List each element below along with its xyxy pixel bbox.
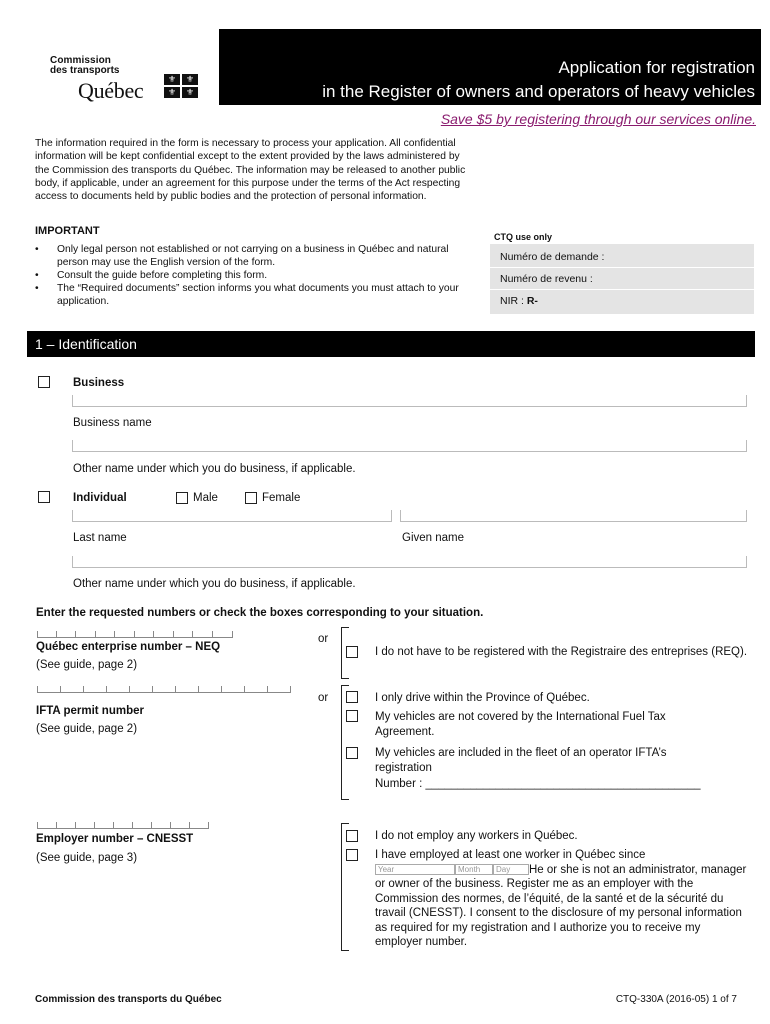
title-bar (219, 29, 761, 105)
business-other-name-label: Other name under which you do business, if applicable. (73, 463, 356, 475)
quebec-only-label: I only drive within the Province of Québec. (375, 692, 590, 704)
has-workers-checkbox[interactable] (346, 849, 358, 861)
date-day-field[interactable]: Day (493, 864, 529, 875)
date-month-field[interactable]: Month (455, 864, 493, 875)
ifta-number-field[interactable] (37, 679, 291, 693)
nir-value: R- (526, 295, 538, 307)
no-req-checkbox[interactable] (346, 646, 358, 658)
footer-form-id-page: CTQ-330A (2016-05) 1 of 7 (615, 994, 737, 1005)
form-title-line-1: Application for registration (558, 58, 755, 77)
list-item: • The “Required documents” section informs you what documents you must attach to your application. (35, 282, 480, 308)
fleet-ifta-checkbox[interactable] (346, 747, 358, 759)
important-heading: IMPORTANT (35, 225, 100, 237)
business-other-name-field[interactable] (72, 440, 747, 452)
nir-row (500, 295, 538, 307)
business-name-field[interactable] (72, 395, 747, 407)
footer-organization: Commission des transports du Québec (35, 994, 222, 1005)
employer-number-field[interactable] (37, 815, 209, 829)
female-label: Female (262, 492, 301, 504)
last-name-field[interactable] (72, 510, 392, 522)
logo-line-1: Commission (50, 55, 112, 66)
section-identification-header: 1 – Identification (27, 331, 755, 357)
numbers-instruction: Enter the requested numbers or check the boxes corresponding to your situation. (36, 607, 484, 619)
ifta-guide: (See guide, page 2) (36, 723, 138, 735)
ctq-use-only-label: CTQ use only (494, 232, 553, 242)
not-covered-ifta-label: My vehicles are not covered by the International Fuel Tax Agreement. (375, 711, 666, 738)
request-number-label: Numéro de demande : (500, 251, 605, 263)
date-year-field[interactable]: Year (375, 864, 455, 875)
ctq-use-only-box (490, 244, 754, 314)
given-name-label: Given name (402, 532, 465, 544)
no-req-label: I do not have to be registered with the Registraire des entreprises (REQ). (375, 646, 748, 658)
quebec-only-checkbox[interactable] (346, 691, 358, 703)
neq-label: Québec enterprise number – NEQ (36, 641, 221, 653)
no-workers-checkbox[interactable] (346, 830, 358, 842)
business-checkbox[interactable] (38, 376, 50, 388)
business-label: Business (73, 377, 125, 389)
logo-wordmark: Québec (78, 78, 144, 103)
individual-checkbox[interactable] (38, 491, 50, 503)
employer-guide: (See guide, page 3) (36, 852, 138, 864)
neq-guide: (See guide, page 2) (36, 659, 138, 671)
list-item: • Consult the guide before completing this form. (35, 269, 480, 282)
male-label: Male (193, 492, 218, 504)
logo-line-2: des transports (50, 65, 120, 76)
online-registration-link[interactable]: Save $5 by registering through our services online. (440, 111, 756, 127)
or-label: or (318, 633, 329, 645)
fleet-ifta-label: My vehicles are included in the fleet of an operator IFTA’s registration (375, 747, 667, 774)
privacy-notice: The information required in the form is necessary to process your application. All confidential information will be kept confidential except to the extent provided by the laws administered by the Commission des transports du Québec. The information may be released to another public body, if applicable, under an agreement for this purpose under the terms of the Act respecting access to documents held by public bodies and the protection of personal information. (35, 138, 466, 203)
neq-number-field[interactable] (37, 624, 233, 638)
given-name-field[interactable] (400, 510, 747, 522)
ifta-operator-number-field[interactable]: Number : ___________________________________________ (375, 778, 701, 790)
individual-label: Individual (73, 492, 127, 504)
revenue-number-label: Numéro de revenu : (500, 273, 593, 285)
important-list (35, 243, 480, 308)
ifta-label: IFTA permit number (36, 705, 144, 717)
form-title-line-2: in the Register of owners and operators of heavy vehicles (322, 82, 755, 101)
fleur-de-lis-flag-icon: ⚜ ⚜ ⚜ ⚜ (164, 74, 198, 98)
male-checkbox[interactable] (176, 492, 188, 504)
individual-other-name-field[interactable] (72, 556, 747, 568)
last-name-label: Last name (73, 532, 127, 544)
quebec-logo (50, 55, 195, 103)
employer-label: Employer number – CNESST (36, 833, 194, 845)
list-item: • Only legal person not established or not carrying on a business in Québec and natural person may use the English version of the form. (35, 243, 480, 269)
or-label: or (318, 692, 329, 704)
individual-other-name-label: Other name under which you do business, if applicable. (73, 578, 356, 590)
business-name-label: Business name (73, 417, 152, 429)
female-checkbox[interactable] (245, 492, 257, 504)
no-workers-label: I do not employ any workers in Québec. (375, 830, 578, 842)
has-workers-label: I have employed at least one worker in Québec since Year Month Day He or she is not an administrator, manager or owner of the business. Register me as an employer with the Commission des normes, de l’équité, de la santé et de la sécurité du travail (CNESST). I consent to the disclosure of my personal information as required for my registration and I authorize you to receive my employer number. (375, 849, 747, 948)
not-covered-ifta-checkbox[interactable] (346, 710, 358, 722)
nir-label: NIR : (500, 295, 524, 307)
